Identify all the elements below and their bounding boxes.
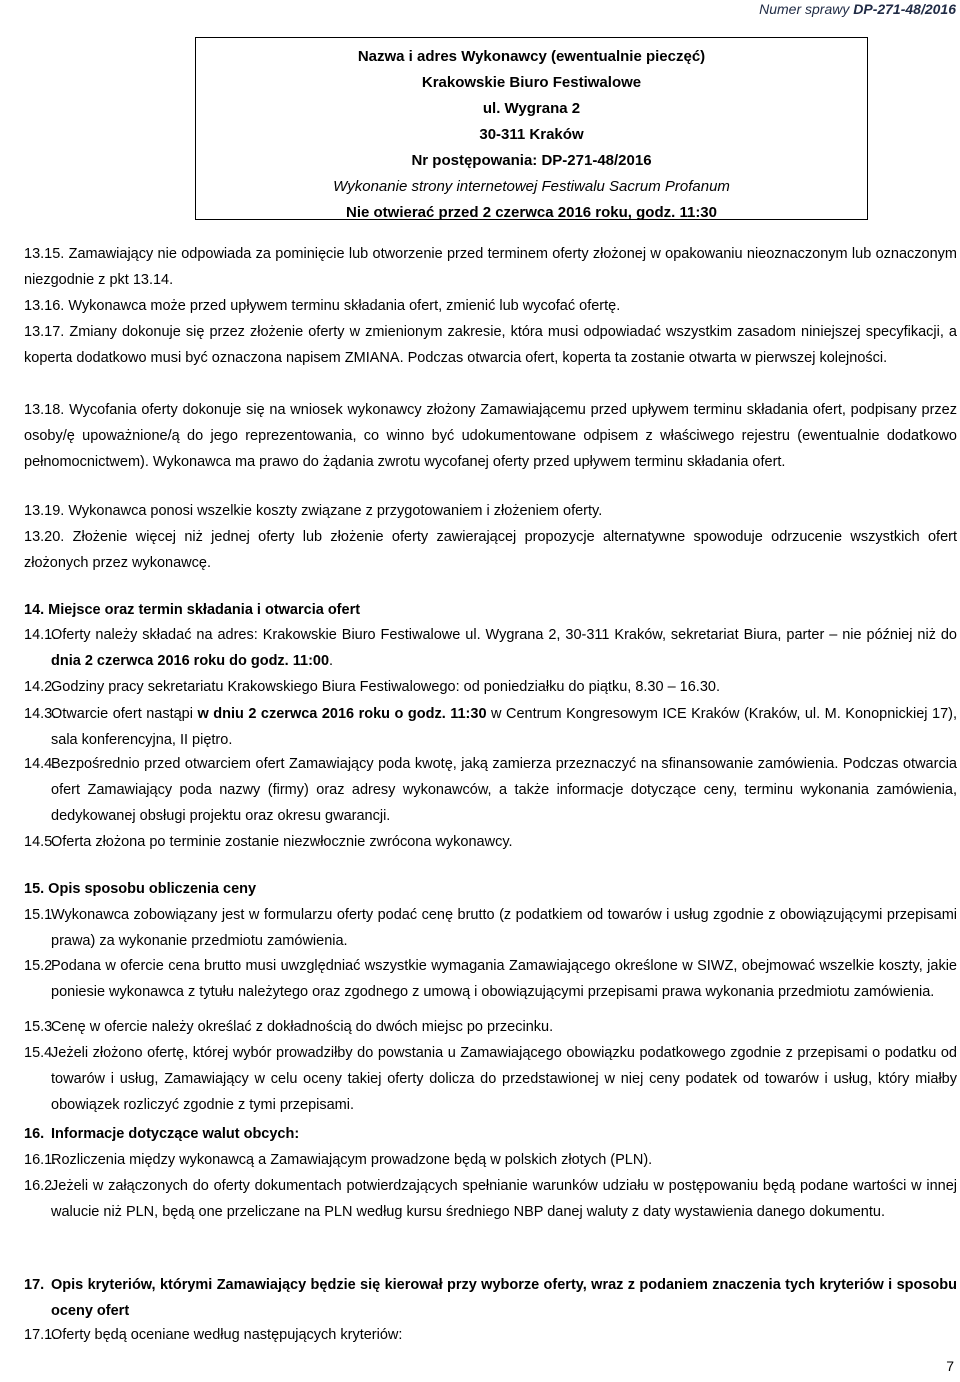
item-14-3	[24, 701, 957, 753]
item-14-2-number: 14.2.	[24, 679, 57, 695]
item-15-4-number: 15.4	[24, 1045, 53, 1061]
item-15-1-text: Wykonawca zobowiązany jest w formularzu oferty podać cenę brutto (z podatkiem od towarów i usług zgodnie z obowiązującymi przepisami prawa) za wykonanie przedmiotu zamówienia.	[51, 907, 957, 949]
item-17-1-number: 17.1.	[24, 1327, 57, 1343]
item-14-1	[24, 622, 957, 674]
para-13-19: 13.19. Wykonawca ponosi wszelkie koszty związane z przygotowaniem i złożeniem oferty.	[24, 503, 603, 519]
item-14-5-number: 14.5.	[24, 834, 57, 850]
item-14-1-deadline: dnia 2 czerwca 2016 roku do godz. 11:00	[51, 653, 330, 669]
item-14-2-text: Godziny pracy sekretariatu Krakowskiego Biura Festiwalowego: od poniedziałku do piątku, 8.30 – 16.30.	[51, 679, 720, 695]
item-17-1	[24, 1322, 957, 1348]
heading-17-number: 17.	[24, 1277, 45, 1293]
item-14-1-number: 14.1.	[24, 627, 57, 643]
envelope-line-7: Nie otwierać przed 2 czerwca 2016 roku, godz. 11:30	[346, 204, 717, 221]
case-number-header	[759, 1, 956, 17]
para-13-16: 13.16. Wykonawca może przed upływem terminu składania ofert, zmienić lub wycofać ofertę.	[24, 298, 621, 314]
item-15-4-text: Jeżeli złożono ofertę, której wybór prowadziłby do powstania u Zamawiającego obowiązku podatkowego zgodnie z przepisami o podatku od towarów i usług, Zamawiający w celu oceny takiej oferty dolicza do przedstawionej w niej ceny podatek od towarów i usług, który miałby obowiązek rozliczyć zgodnie z tymi przepisami.	[51, 1045, 957, 1113]
heading-16-text: Informacje dotyczące walut obcych:	[51, 1126, 300, 1142]
envelope-line-3: ul. Wygrana 2	[482, 100, 581, 117]
item-14-2	[24, 674, 957, 700]
para-13-20: 13.20. Złożenie więcej niż jednej oferty lub złożenie oferty zawierającej propozycje alternatywne spowoduje odrzucenie wszystkich ofert złożonych przez wykonawcę.	[24, 529, 957, 571]
item-15-2	[24, 953, 957, 1005]
envelope-label-box	[195, 37, 868, 220]
envelope-line-1: Nazwa i adres Wykonawcy (ewentualnie pieczęć)	[357, 48, 706, 65]
heading-14: 14. Miejsce oraz termin składania i otwarcia ofert	[24, 602, 361, 618]
item-14-1-text-a: Oferty należy składać na adres: Krakowskie Biuro Festiwalowe ul. Wygrana 2, 30-311 Kraków, sekretariat Biura, parter – nie później niż do	[51, 627, 957, 643]
case-number-label: Numer sprawy	[759, 1, 854, 17]
item-14-3-opening-date: w dniu 2 czerwca 2016 roku o godz. 11:30	[197, 706, 487, 722]
heading-16	[24, 1121, 957, 1147]
heading-16-number: 16.	[24, 1126, 45, 1142]
item-16-1-number: 16.1.	[24, 1152, 57, 1168]
item-15-3-text: Cenę w ofercie należy określać z dokładnością do dwóch miejsc po przecinku.	[51, 1019, 554, 1035]
item-14-3-text	[51, 701, 957, 753]
page-number: 7	[946, 1358, 954, 1374]
item-15-3-number: 15.3	[24, 1019, 53, 1035]
item-15-1	[24, 902, 957, 954]
envelope-line-5: Nr postępowania: DP-271-48/2016	[411, 152, 652, 169]
item-14-4	[24, 751, 957, 829]
item-16-2-text: Jeżeli w załączonych do oferty dokumentach potwierdzających spełnianie warunków udziału w postępowaniu będą podane wartości w innej walucie niż PLN, będą one przeliczane na PLN według kursu średniego NBP danej waluty z daty wystawienia danego dokumentu.	[51, 1178, 957, 1220]
item-15-2-text: Podana w ofercie cena brutto musi uwzględniać wszystkie wymagania Zamawiającego określone w SIWZ, obejmować wszelkie koszty, jakie poniesie wykonawca z tytułu należytego oraz zgodnego z umową i obowiązującymi przepisami prawa wykonania przedmiotu zamówienia.	[51, 958, 957, 1000]
item-14-1-text-c: .	[329, 653, 334, 669]
item-14-3-text-c: w Centrum Kongresowym ICE Kraków (Kraków, ul. M. Konopnickiej 17), sala konferencyjna, II piętro.	[51, 706, 957, 748]
item-14-3-text-a: Otwarcie ofert nastąpi	[51, 706, 198, 722]
item-16-1-text: Rozliczenia między wykonawcą a Zamawiającym prowadzone będą w polskich złotych (PLN).	[51, 1152, 653, 1168]
item-14-1-text	[51, 622, 957, 674]
item-16-1	[24, 1147, 957, 1173]
para-13-18: 13.18. Wycofania oferty dokonuje się na wniosek wykonawcy złożony Zamawiającemu przed upływem terminu składania ofert, podpisany przez osoby/ę upoważnione/ą do jego reprezentowania, co winno być udokumentowane odpisem z właściwego rejestru (ewentualnie dodatkowo pełnomocnictwem). Wykonawca ma prawo do żądania zwrotu wycofanej oferty przed upływem terminu składania ofert.	[24, 402, 957, 470]
para-13-15: 13.15. Zamawiający nie odpowiada za pominięcie lub otworzenie przed terminem oferty złożonej w opakowaniu nieoznaczonym lub oznaczonym niezgodnie z pkt 13.14.	[24, 246, 957, 288]
envelope-line-2: Krakowskie Biuro Festiwalowe	[421, 74, 642, 91]
heading-17	[24, 1272, 957, 1324]
item-14-5	[24, 829, 957, 855]
case-number-value: DP-271-48/2016	[853, 1, 956, 17]
para-13-17: 13.17. Zmiany dokonuje się przez złożenie oferty w zmienionym zakresie, która musi odpowiadać wszystkim zasadom niniejszej specyfikacji, a koperta dodatkowo musi być oznaczona napisem ZMIANA. Podczas otwarcia ofert, koperta ta zostanie otwarta w pierwszej kolejności.	[24, 324, 957, 366]
item-14-4-number: 14.4.	[24, 756, 57, 772]
heading-15: 15. Opis sposobu obliczenia ceny	[24, 881, 257, 897]
item-16-2	[24, 1173, 957, 1225]
item-15-3	[24, 1014, 957, 1040]
envelope-line-6: Wykonanie strony internetowej Festiwalu Sacrum Profanum	[333, 178, 730, 195]
item-15-4	[24, 1040, 957, 1118]
envelope-line-4: 30-311 Kraków	[479, 126, 584, 143]
heading-17-text: Opis kryteriów, którymi Zamawiający będzie się kierował przy wyborze oferty, wraz z podaniem znaczenia tych kryteriów i sposobu oceny ofert	[51, 1277, 957, 1319]
item-14-4-text: Bezpośrednio przed otwarciem ofert Zamawiający poda kwotę, jaką zamierza przeznaczyć na sfinansowanie zamówienia. Podczas otwarcia ofert Zamawiający poda nazwy (firmy) oraz adresy wykonawców, a także informacje dotyczące ceny, terminu wykonania zamówienia, dedykowanej obsługi projektu oraz okresu gwarancji.	[51, 756, 957, 824]
item-14-3-number: 14.3.	[24, 706, 57, 722]
item-15-1-number: 15.1	[24, 907, 53, 923]
item-16-2-number: 16.2.	[24, 1178, 57, 1194]
item-17-1-text: Oferty będą oceniane według następujących kryteriów:	[51, 1327, 403, 1343]
item-14-5-text: Oferta złożona po terminie zostanie niezwłocznie zwrócona wykonawcy.	[51, 834, 513, 850]
item-15-2-number: 15.2	[24, 958, 53, 974]
